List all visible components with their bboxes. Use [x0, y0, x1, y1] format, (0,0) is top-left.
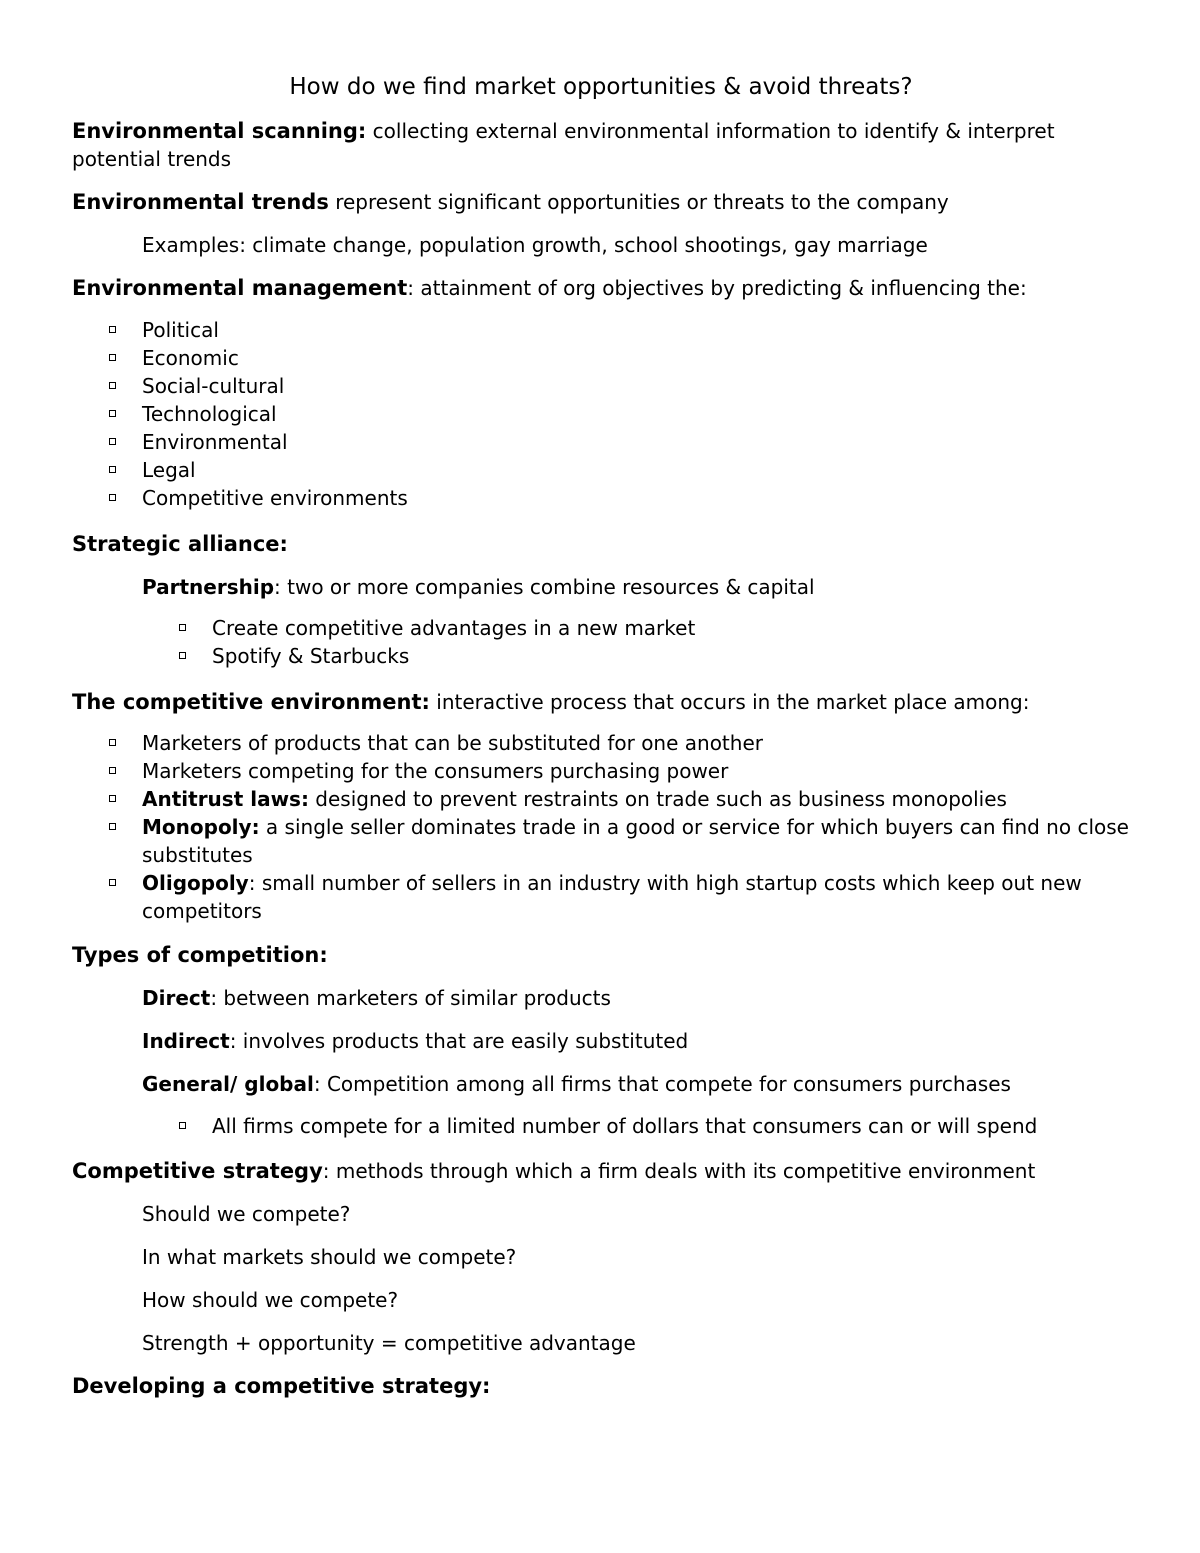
- indirect-paragraph: Indirect: involves products that are easily substituted: [142, 1029, 689, 1053]
- direct-term: Direct: [142, 986, 211, 1010]
- list-item: Technological: [72, 400, 1130, 428]
- square-bullet-icon: [109, 354, 116, 361]
- general-term: General/ global: [142, 1072, 314, 1096]
- env-trends-text: represent significant opportunities or threats to the company: [328, 190, 949, 214]
- page-title: How do we find market opportunities & avoid threats?: [289, 74, 913, 100]
- env-trends-paragraph: [72, 188, 1130, 216]
- square-bullet-icon: [109, 739, 116, 746]
- strategy-equation: Strength + opportunity = competitive advantage: [142, 1331, 636, 1355]
- partnership-paragraph: [72, 573, 1130, 601]
- strategy-question: Should we compete?: [142, 1202, 351, 1226]
- env-trends-term: Environmental trends: [72, 190, 329, 214]
- square-bullet-icon: [109, 823, 116, 830]
- env-scanning-paragraph: [72, 117, 1130, 173]
- list-item: Marketers of products that can be substituted for one another: [72, 729, 1130, 757]
- competitive-env-term: The competitive environment:: [72, 690, 430, 714]
- env-management-text: : attainment of org objectives by predicting & influencing the:: [407, 276, 1027, 300]
- square-bullet-icon: [109, 879, 116, 886]
- env-scanning-term: Environmental scanning:: [72, 119, 367, 143]
- square-bullet-icon: [179, 1122, 186, 1129]
- env-management-term: Environmental management: [72, 276, 408, 300]
- strategy-question: In what markets should we compete?: [142, 1245, 517, 1269]
- env-management-paragraph: [72, 274, 1130, 302]
- square-bullet-icon: [109, 438, 116, 445]
- square-bullet-icon: [109, 767, 116, 774]
- list-item: Antitrust laws: designed to prevent restraints on trade such as business monopolies: [72, 785, 1130, 813]
- general-list: [72, 1112, 1130, 1140]
- competitive-env-text: interactive process that occurs in the market place among:: [429, 690, 1030, 714]
- list-item: All firms compete for a limited number of dollars that consumers can or will spend: [72, 1112, 1130, 1140]
- list-item: Monopoly: a single seller dominates trade in a good or service for which buyers can find no close substitutes: [72, 813, 1130, 869]
- list-item: Economic: [72, 344, 1130, 372]
- developing-strategy-heading: Developing a competitive strategy:: [72, 1374, 491, 1398]
- direct-paragraph: Direct: between marketers of similar products: [142, 986, 611, 1010]
- square-bullet-icon: [109, 795, 116, 802]
- general-paragraph: General/ global: Competition among all firms that compete for consumers purchases: [142, 1072, 1011, 1096]
- square-bullet-icon: [179, 652, 186, 659]
- list-item: Marketers competing for the consumers purchasing power: [72, 757, 1130, 785]
- env-trends-examples: Examples: climate change, population growth, school shootings, gay marriage: [142, 233, 928, 257]
- square-bullet-icon: [109, 326, 116, 333]
- square-bullet-icon: [179, 624, 186, 631]
- pestel-list: [72, 316, 1130, 512]
- competitive-env-list: [72, 729, 1130, 925]
- square-bullet-icon: [109, 494, 116, 501]
- strategy-question: How should we compete?: [142, 1288, 399, 1312]
- square-bullet-icon: [109, 410, 116, 417]
- strategic-alliance-heading: Strategic alliance:: [72, 532, 288, 556]
- competitive-strategy-term: Competitive strategy: [72, 1159, 323, 1183]
- indirect-term: Indirect: [142, 1029, 230, 1053]
- list-item: Social-cultural: [72, 372, 1130, 400]
- partnership-term: Partnership: [142, 575, 275, 599]
- square-bullet-icon: [109, 466, 116, 473]
- partnership-text: : two or more companies combine resources & capital: [274, 575, 815, 599]
- competitive-strategy-paragraph: Competitive strategy: methods through which a firm deals with its competitive environment: [72, 1159, 1036, 1183]
- types-of-competition-heading: Types of competition:: [72, 943, 328, 967]
- list-item: Environmental: [72, 428, 1130, 456]
- list-item: Create competitive advantages in a new market: [72, 614, 1130, 642]
- square-bullet-icon: [109, 382, 116, 389]
- competitive-env-paragraph: [72, 688, 1130, 716]
- partnership-list: [72, 614, 1130, 670]
- list-item: Spotify & Starbucks: [72, 642, 1130, 670]
- env-scanning-text: collecting external environmental information to identify & interpret potential trends: [72, 119, 1055, 171]
- list-item: Oligopoly: small number of sellers in an industry with high startup costs which keep out new competitors: [72, 869, 1130, 925]
- list-item: Legal: [72, 456, 1130, 484]
- list-item: Political: [72, 316, 1130, 344]
- list-item: Competitive environments: [72, 484, 1130, 512]
